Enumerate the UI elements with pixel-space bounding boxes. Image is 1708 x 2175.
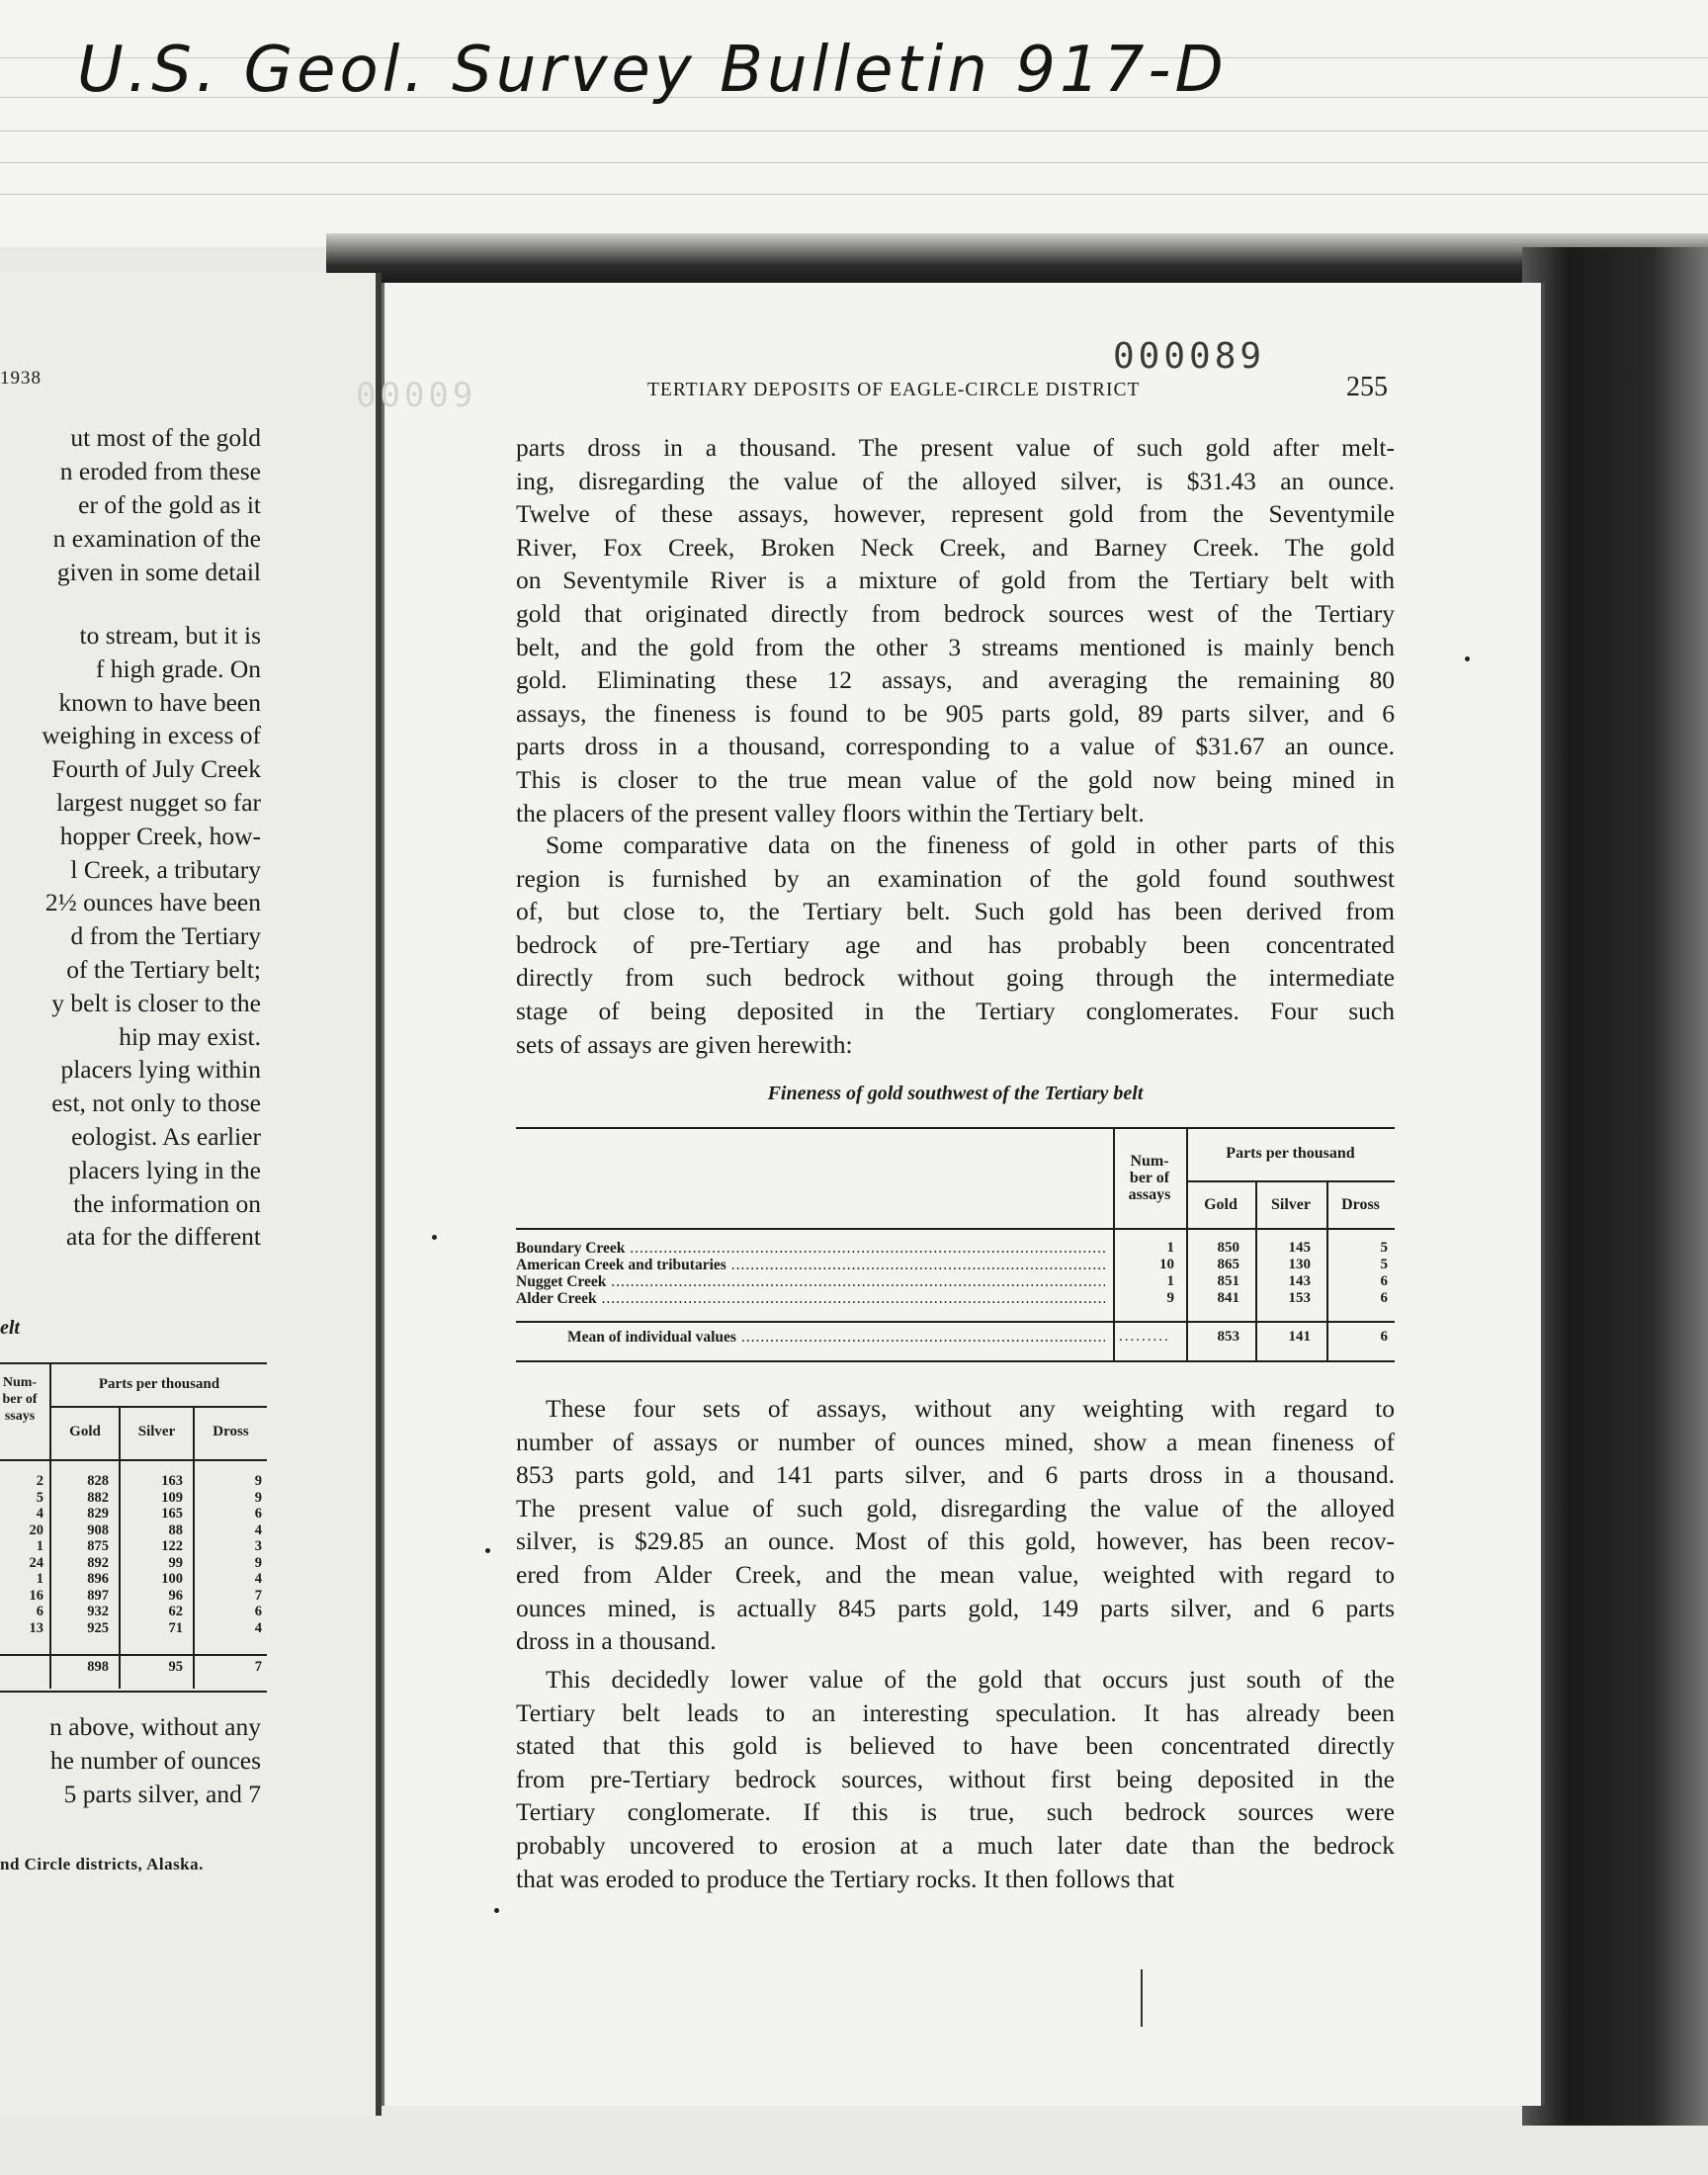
text-line: bedrock of pre-Tertiary age and has probably been concentrated xyxy=(516,929,1395,959)
left-table-cell-dross: 9 xyxy=(254,1473,262,1489)
left-table-cell-silver: 109 xyxy=(161,1489,183,1506)
table-header-rule xyxy=(516,1228,1395,1230)
left-table-cell-assays: 5 xyxy=(36,1489,43,1506)
left-table-cell-silver: 163 xyxy=(161,1473,183,1489)
left-table-cell-gold: 932 xyxy=(87,1604,109,1619)
left-text-line: d from the Tertiary xyxy=(70,921,261,951)
text-line: dross in a thousand. xyxy=(516,1626,717,1656)
table-mean-dash: ......... xyxy=(1119,1329,1170,1345)
text-line: belt, and the gold from the other 3 streams mentioned is mainly bench xyxy=(516,632,1395,661)
text-line: sets of assays are given herewith: xyxy=(516,1029,853,1059)
scanner-shadow-right xyxy=(1522,247,1708,2126)
left-table-cell-silver: 71 xyxy=(168,1619,183,1636)
left-mean-silver: 95 xyxy=(168,1659,183,1675)
left-table-cell-assays: 6 xyxy=(36,1604,43,1619)
col-dross: Dross xyxy=(1341,1196,1380,1213)
left-table-cell-dross: 9 xyxy=(254,1489,262,1506)
text-line: assays, the fineness is found to be 905 parts gold, 89 parts silver, and 6 xyxy=(516,698,1395,728)
text-line: This decidedly lower value of the gold that occurs just south of the xyxy=(546,1665,1395,1694)
left-col-dross: Dross xyxy=(213,1424,249,1439)
text-line: of, but close to, the Tertiary belt. Such gold has been derived from xyxy=(516,897,1395,926)
left-table-cell-silver: 96 xyxy=(168,1587,183,1604)
left-table-cell-silver: 165 xyxy=(161,1506,183,1522)
left-table-cell-assays: 20 xyxy=(29,1522,43,1538)
left-table-cell-gold: 829 xyxy=(87,1506,109,1522)
table-mean-silver: 141 xyxy=(1288,1329,1311,1345)
table-bottom-rule xyxy=(516,1360,1395,1362)
document-number-stamp: 000089 xyxy=(1113,336,1266,377)
text-line: ing, disregarding the value of the alloyed silver, is $31.43 an ounce. xyxy=(516,466,1395,495)
paragraph-2 xyxy=(516,828,1395,1061)
left-text-line: known to have been xyxy=(58,687,261,717)
left-table-cell-dross: 6 xyxy=(254,1506,262,1522)
left-text-line: er of the gold as it xyxy=(78,490,261,519)
left-col-silver: Silver xyxy=(137,1424,176,1439)
text-line: Tertiary conglomerate. If this is true, such bedrock sources were xyxy=(516,1797,1395,1827)
left-mean-gold: 898 xyxy=(87,1659,109,1675)
left-col-group: Parts per thousand xyxy=(98,1376,220,1392)
table-cell-dross: 5 xyxy=(1380,1240,1388,1256)
left-text-line: n examination of the xyxy=(52,524,261,553)
left-table-cell-assays: 13 xyxy=(29,1619,43,1636)
left-text-line: hip may exist. xyxy=(119,1021,261,1051)
ruled-line xyxy=(0,162,1708,163)
text-line: parts dross in a thousand, corresponding to a value of $31.67 an ounce. xyxy=(516,732,1395,761)
left-table-cell-gold: 828 xyxy=(87,1473,109,1489)
left-text-line: the information on xyxy=(73,1188,261,1218)
left-col-number: Num- ber of ssays xyxy=(2,1375,38,1424)
scan-speck xyxy=(1465,656,1470,661)
text-line: These four sets of assays, without any weighting with regard to xyxy=(546,1394,1395,1423)
left-text-line: n eroded from these xyxy=(59,457,261,485)
table-cell-dross: 6 xyxy=(1380,1290,1388,1306)
scan-speck xyxy=(432,1235,437,1240)
table-cell-assays: 1 xyxy=(1166,1240,1174,1256)
table-group-rule xyxy=(1186,1180,1395,1182)
text-line: ered from Alder Creek, and the mean value, weighted with regard to xyxy=(516,1559,1395,1589)
left-text-line: largest nugget so far xyxy=(55,788,261,817)
fineness-table xyxy=(516,1123,1395,1364)
left-text-line: l Creek, a tributary xyxy=(70,854,261,884)
scan-mark xyxy=(1141,1969,1143,2027)
table-row-label: Alder Creek ..... xyxy=(516,1290,1105,1308)
left-text-line: f high grade. On xyxy=(95,653,261,683)
paragraph-4 xyxy=(516,1663,1395,1895)
left-table-cell-dross: 9 xyxy=(254,1554,262,1571)
left-table-cell-gold: 925 xyxy=(87,1619,109,1636)
table-divider xyxy=(1186,1127,1188,1360)
table-cell-gold: 865 xyxy=(1217,1257,1239,1272)
text-line: stage of being deposited in the Tertiary conglomerates. Four such xyxy=(516,996,1395,1025)
table-cell-dross: 5 xyxy=(1380,1257,1388,1272)
table-cell-gold: 841 xyxy=(1217,1290,1239,1306)
table-cell-silver: 145 xyxy=(1288,1240,1311,1256)
left-text-line: placers lying in the xyxy=(68,1155,261,1184)
left-table-cell-dross: 7 xyxy=(254,1587,262,1604)
table-cell-assays: 1 xyxy=(1166,1273,1174,1289)
left-table-cell-dross: 4 xyxy=(254,1619,262,1636)
table-cell-gold: 851 xyxy=(1217,1273,1239,1289)
text-line: ounces mined, is actually 845 parts gold, 149 parts silver, and 6 parts xyxy=(516,1593,1395,1622)
table-top-rule xyxy=(516,1127,1395,1129)
text-line: 853 parts gold, and 141 parts silver, and 6 parts dross in a thousand. xyxy=(516,1460,1395,1490)
text-line: gold that originated directly from bedrock sources west of the Tertiary xyxy=(516,598,1395,628)
left-table-cell-assays: 1 xyxy=(36,1538,43,1554)
scan-speck xyxy=(485,1548,490,1553)
text-line: This is closer to the true mean value of the gold now being mined in xyxy=(516,764,1395,794)
left-page-header: 1938 xyxy=(0,368,42,389)
left-table-cell-silver: 100 xyxy=(161,1571,183,1587)
left-table-cell-silver: 122 xyxy=(161,1538,183,1554)
col-number-of-assays: Num- ber of assays xyxy=(1128,1153,1171,1203)
left-page xyxy=(0,273,382,2116)
ghost-stamp: 00009 xyxy=(356,376,477,415)
left-text-line: ata for the different xyxy=(65,1222,261,1252)
col-gold: Gold xyxy=(1204,1196,1238,1213)
left-text-line: n above, without any xyxy=(49,1712,261,1741)
ruled-line xyxy=(0,194,1708,195)
left-table-cell-dross: 4 xyxy=(254,1571,262,1587)
table-mean-rule xyxy=(516,1321,1395,1323)
paragraph-3 xyxy=(516,1392,1395,1658)
left-table xyxy=(0,1362,267,1689)
table-cell-silver: 153 xyxy=(1288,1290,1311,1306)
text-line: gold. Eliminating these 12 assays, and averaging the remaining 80 xyxy=(516,665,1395,695)
left-table-cell-gold: 908 xyxy=(87,1522,109,1538)
text-line: that was eroded to produce the Tertiary rocks. It then follows that xyxy=(516,1864,1175,1893)
left-table-cell-assays: 1 xyxy=(36,1571,43,1587)
left-table-cell-assays: 2 xyxy=(36,1473,43,1489)
left-mean-dross: 7 xyxy=(254,1659,262,1675)
paragraph-1 xyxy=(516,431,1395,829)
left-table-cell-gold: 892 xyxy=(87,1554,109,1571)
table-row-label: Boundary Creek ..... xyxy=(516,1240,1105,1258)
text-line: Tertiary belt leads to an interesting speculation. It has already been xyxy=(516,1697,1395,1727)
left-text-line: he number of ounces xyxy=(49,1746,261,1775)
left-text-line: eologist. As earlier xyxy=(71,1122,261,1151)
left-col-gold: Gold xyxy=(69,1424,101,1439)
left-text-line: given in some detail xyxy=(56,558,261,586)
table-cell-assays: 9 xyxy=(1166,1290,1174,1306)
text-line: Twelve of these assays, however, represent gold from the Seventymile xyxy=(516,499,1395,529)
table-cell-silver: 143 xyxy=(1288,1273,1311,1289)
text-line: number of assays or number of ounces mined, show a mean fineness of xyxy=(516,1427,1395,1456)
table-row-label: Nugget Creek ..... xyxy=(516,1273,1105,1291)
handwritten-title: U.S. Geol. Survey Bulletin 917-D xyxy=(77,34,1228,107)
left-text-line: y belt is closer to the xyxy=(51,988,261,1017)
left-text-line: 5 parts silver, and 7 xyxy=(63,1780,261,1808)
left-table-cell-silver: 88 xyxy=(168,1522,183,1538)
page-number: 255 xyxy=(1346,372,1388,402)
table-mean-gold: 853 xyxy=(1217,1329,1239,1345)
left-text-line: Fourth of July Creek xyxy=(51,754,261,784)
table-cell-dross: 6 xyxy=(1380,1273,1388,1289)
running-head: TERTIARY DEPOSITS OF EAGLE-CIRCLE DISTRICT xyxy=(647,380,1141,400)
text-line: parts dross in a thousand. The present value of such gold after melt- xyxy=(516,433,1395,462)
left-table-cell-silver: 99 xyxy=(168,1554,183,1571)
left-table-cell-gold: 882 xyxy=(87,1489,109,1506)
left-text-line: 2½ ounces have been xyxy=(44,888,261,917)
text-line: directly from such bedrock without going through the intermediate xyxy=(516,963,1395,993)
left-table-cell-assays: 24 xyxy=(29,1554,43,1571)
left-table-cell-assays: 16 xyxy=(29,1587,43,1604)
left-table-cell-silver: 62 xyxy=(168,1604,183,1619)
text-line: on Seventymile River is a mixture of gold from the Tertiary belt with xyxy=(516,566,1395,595)
text-line: stated that this gold is believed to have been concentrated directly xyxy=(516,1731,1395,1761)
left-page-footer: nd Circle districts, Alaska. xyxy=(0,1855,204,1873)
text-line: The present value of such gold, disregarding the value of the alloyed xyxy=(516,1493,1395,1522)
left-table-cell-assays: 4 xyxy=(36,1506,43,1522)
left-table-cell-dross: 3 xyxy=(254,1538,262,1554)
table-cell-silver: 130 xyxy=(1288,1257,1311,1272)
left-text-line: hopper Creek, how- xyxy=(59,821,261,850)
text-line: from pre-Tertiary bedrock sources, without first being deposited in the xyxy=(516,1764,1395,1793)
left-text-line: placers lying within xyxy=(60,1055,261,1085)
text-line: probably uncovered to erosion at a much later date than the bedrock xyxy=(516,1830,1395,1860)
col-parts-per-thousand: Parts per thousand xyxy=(1226,1145,1355,1162)
col-silver: Silver xyxy=(1271,1196,1311,1213)
text-line: silver, is $29.85 an ounce. Most of this gold, however, has been recov- xyxy=(516,1526,1395,1556)
left-table-cell-gold: 896 xyxy=(87,1571,109,1587)
table-cell-gold: 850 xyxy=(1217,1240,1239,1256)
left-table-caption: elt xyxy=(0,1317,20,1339)
left-table-cell-dross: 6 xyxy=(254,1604,262,1619)
table-cell-assays: 10 xyxy=(1159,1257,1174,1272)
left-text-line: est, not only to those xyxy=(51,1088,261,1118)
left-text-line: ut most of the gold xyxy=(70,423,261,452)
left-table-cell-gold: 875 xyxy=(87,1538,109,1554)
left-text-line: of the Tertiary belt; xyxy=(66,955,261,984)
table-row-label: American Creek and tributaries ..... xyxy=(516,1257,1105,1274)
text-line: the placers of the present valley floors within the Tertiary belt. xyxy=(516,798,1145,827)
ruled-line xyxy=(0,130,1708,131)
left-table-cell-gold: 897 xyxy=(87,1587,109,1604)
left-text-line: to stream, but it is xyxy=(79,621,261,650)
left-text-line: weighing in excess of xyxy=(42,721,261,750)
table-mean-label: Mean of individual values ..... xyxy=(567,1329,1105,1347)
left-table-cell-dross: 4 xyxy=(254,1522,262,1538)
table-caption: Fineness of gold southwest of the Tertiary belt xyxy=(767,1083,1144,1104)
text-line: River, Fox Creek, Broken Neck Creek, and Barney Creek. The gold xyxy=(516,532,1395,562)
text-line: region is furnished by an examination of the gold found southwest xyxy=(516,863,1395,893)
scan-speck xyxy=(494,1908,499,1913)
text-line: Some comparative data on the fineness of gold in other parts of this xyxy=(546,830,1395,859)
table-mean-dross: 6 xyxy=(1380,1329,1388,1345)
